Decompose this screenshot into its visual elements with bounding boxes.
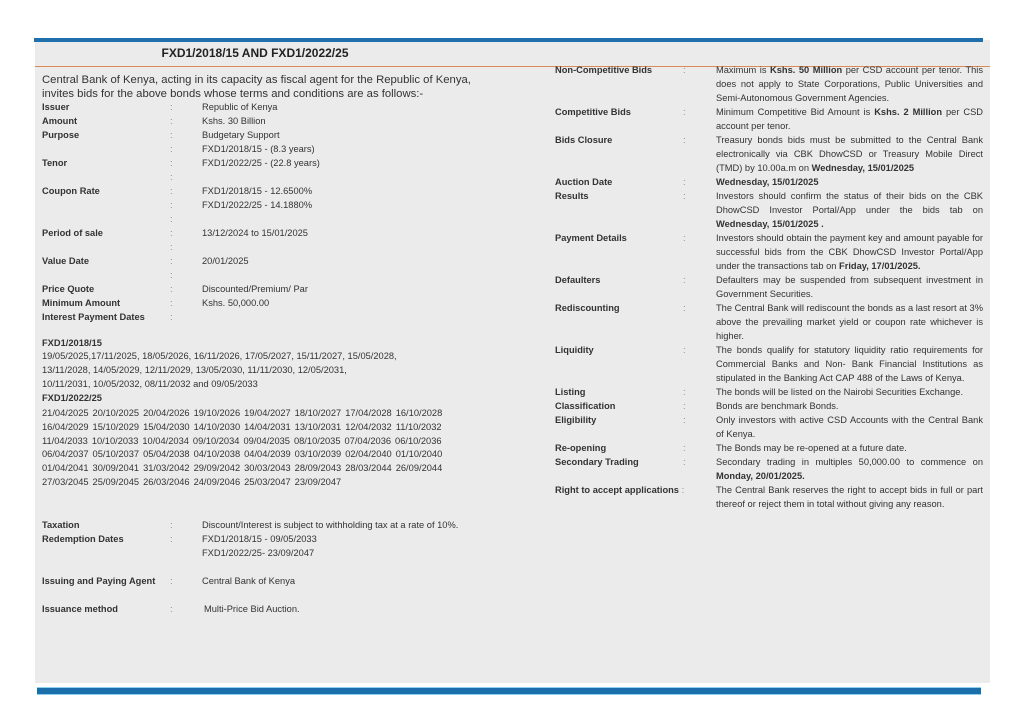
- coupon-label: Coupon Rate: [42, 186, 100, 196]
- colon: :: [683, 275, 686, 285]
- min-amount-value: Kshs. 50,000.00: [202, 298, 270, 308]
- auction-date-value: Wednesday, 15/01/2025: [716, 177, 819, 187]
- competitive-value: Minimum Competitive Bid Amount is Kshs. 2 Million per CSD account per tenor.: [716, 107, 984, 131]
- intro-text: Central Bank of Kenya, acting in its capacity as fiscal agent for the Republic of Kenya, invites bids for the above bonds whose terms and conditions are as follows:-: [42, 74, 471, 100]
- interest-date: 09/04/2035: [243, 435, 290, 446]
- classification-row: [555, 399, 983, 413]
- redemption-label: Redemption Dates: [42, 534, 124, 544]
- bond1-dates-line: 13/11/2028, 14/05/2029, 12/11/2029, 13/05/2030, 11/11/2030, 12/05/2031,: [42, 365, 347, 375]
- interest-date: 10/10/2033: [91, 435, 139, 446]
- colon: :: [170, 256, 173, 266]
- defaulters-value: Defaulters may be suspended from subsequent investment in Government Securities.: [716, 275, 983, 299]
- payment-label: Payment Details: [555, 233, 627, 243]
- interest-date: 06/10/2036: [395, 435, 442, 446]
- right-to-accept-label: Right to accept applications :: [555, 485, 685, 495]
- eligibility-label: Eligibility: [555, 415, 597, 425]
- colon: :: [170, 144, 173, 154]
- colon: :: [170, 534, 173, 544]
- interest-date: 15/10/2029: [92, 421, 140, 432]
- taxation-label: Taxation: [42, 520, 80, 530]
- eligibility-value: Only investors with active CSD Accounts with the Central Bank of Kenya.: [716, 415, 983, 439]
- bottom-accent-bar: [37, 687, 981, 695]
- non-competitive-value: Maximum is Kshs. 50 Million per CSD account per tenor. This does not apply to State Corporations, Public Universities and Semi-Autonomous Government Agencies.: [716, 65, 984, 103]
- colon: :: [170, 242, 173, 252]
- colon: :: [170, 228, 173, 238]
- competitive-row: [555, 105, 983, 133]
- interest-date: 25/03/2047: [244, 476, 291, 487]
- interest-date: 27/03/2045: [42, 476, 89, 487]
- interest-date: 03/10/2039: [294, 449, 342, 460]
- colon: :: [170, 270, 173, 280]
- colon: :: [683, 443, 686, 453]
- interest-date: 08/10/2035: [293, 435, 341, 446]
- bond1-dates-line: 19/05/2025,17/11/2025, 18/05/2026, 16/11/2026, 17/05/2027, 15/11/2027, 15/05/2028,: [42, 351, 397, 361]
- min-amount-label: Minimum Amount: [42, 298, 121, 308]
- colon: :: [683, 415, 686, 425]
- interest-date: 04/04/2039: [244, 449, 291, 460]
- colon: :: [170, 130, 173, 140]
- amount-label: Amount: [42, 116, 78, 126]
- secondary-trading-value: Secondary trading in multiples 50,000.00 to commence on Monday, 20/01/2025.: [716, 457, 983, 481]
- interest-date: 05/04/2038: [143, 449, 190, 460]
- interest-date: 05/10/2037: [92, 449, 140, 460]
- colon: :: [170, 520, 173, 530]
- interest-date: 14/04/2031: [244, 421, 291, 432]
- rediscounting-row: [555, 301, 983, 343]
- value-date-value: 20/01/2025: [202, 256, 249, 266]
- interest-date: 26/03/2046: [143, 476, 190, 487]
- interest-date: 17/04/2028: [345, 408, 392, 418]
- colon: :: [683, 177, 686, 187]
- secondary-trading-label: Secondary Trading: [555, 457, 639, 467]
- colon: :: [683, 387, 686, 397]
- colon: :: [683, 345, 686, 355]
- colon: :: [170, 576, 173, 586]
- results-row: [555, 189, 983, 231]
- defaulters-label: Defaulters: [555, 275, 601, 285]
- reopening-value: The Bonds may be re-opened at a future date.: [716, 443, 907, 453]
- colon: :: [170, 116, 173, 126]
- interest-date: 24/09/2046: [193, 476, 241, 487]
- liquidity-value: The bonds qualify for statutory liquidity ratio requirements for Commercial Banks and Non- Bank Financial Institutions as stipulated in the Banking Act CAP 488 of the Laws of Kenya.: [716, 345, 983, 383]
- listing-value: The bonds will be listed on the Nairobi Securities Exchange.: [716, 387, 964, 397]
- colon: :: [683, 65, 686, 75]
- colon: :: [683, 303, 686, 313]
- price-quote-label: Price Quote: [42, 284, 95, 294]
- interest-date: 29/09/2042: [193, 463, 241, 474]
- interest-date: 19/10/2026: [193, 408, 241, 418]
- colon: :: [170, 186, 173, 196]
- bond2-label: FXD1/2022/25: [42, 393, 102, 403]
- issuer-value: Republic of Kenya: [202, 102, 278, 112]
- auction-date-label: Auction Date: [555, 177, 613, 187]
- top-accent-bar: [34, 38, 983, 42]
- interest-date: 19/04/2027: [244, 408, 291, 418]
- colon: :: [170, 298, 173, 308]
- page-title: FXD1/2018/15 AND FXD1/2022/25: [161, 46, 349, 60]
- competitive-label: Competitive Bids: [555, 107, 631, 117]
- interest-date: 09/10/2034: [192, 435, 240, 446]
- colon: :: [170, 284, 173, 294]
- amount-value: Kshs. 30 Billion: [202, 116, 266, 126]
- classification-label: Classification: [555, 401, 616, 411]
- interest-date: 11/10/2032: [395, 421, 442, 432]
- payment-row: [555, 231, 983, 273]
- redemption-value-1: FXD1/2018/15 - 09/05/2033: [202, 534, 317, 544]
- interest-date: 30/09/2041: [92, 463, 140, 474]
- non-competitive-row: [555, 63, 983, 105]
- interest-date: 13/10/2031: [294, 421, 342, 432]
- interest-date: 04/10/2038: [193, 449, 241, 460]
- agent-value: Central Bank of Kenya: [202, 576, 296, 586]
- bond1-dates-line: 10/11/2031, 10/05/2032, 08/11/2032 and 09/05/2033: [42, 379, 258, 389]
- interest-date: 12/04/2032: [345, 421, 392, 432]
- classification-value: Bonds are benchmark Bonds.: [716, 401, 839, 411]
- interest-date: 14/10/2030: [193, 421, 241, 432]
- reopening-row: [555, 441, 983, 455]
- price-quote-value: Discounted/Premium/ Par: [202, 284, 308, 294]
- period-value: 13/12/2024 to 15/01/2025: [202, 228, 308, 238]
- interest-date: 23/09/2047: [294, 476, 342, 487]
- colon: :: [170, 200, 173, 210]
- colon: :: [683, 191, 686, 201]
- interest-date: 21/04/2025: [42, 408, 89, 418]
- method-label: Issuance method: [42, 604, 118, 614]
- listing-row: [555, 385, 983, 399]
- interest-date: 10/04/2034: [142, 435, 189, 446]
- colon: :: [683, 107, 686, 117]
- secondary-trading-row: [555, 455, 983, 483]
- period-label: Period of sale: [42, 228, 103, 238]
- results-label: Results: [555, 191, 589, 201]
- listing-label: Listing: [555, 387, 586, 397]
- method-value: Multi-Price Bid Auction.: [204, 604, 300, 614]
- agent-label: Issuing and Paying Agent: [42, 576, 156, 586]
- right-to-accept-value: The Central Bank reserves the right to accept bids in full or part thereof or reject them in total without giving any reason.: [716, 485, 983, 509]
- interest-date: 20/10/2025: [92, 408, 140, 418]
- results-value: Investors should confirm the status of their bids on the CBK DhowCSD Investor Portal/App under the bids tab on Wednesday, 15/01/2025 .: [716, 191, 983, 229]
- bond2-dates: [42, 407, 482, 490]
- interest-date: 02/04/2040: [345, 449, 392, 460]
- coupon-value-1: FXD1/2018/15 - 12.6500%: [202, 186, 313, 196]
- liquidity-label: Liquidity: [555, 345, 594, 355]
- taxation-value: Discount/Interest is subject to withholding tax at a rate of 10%.: [202, 520, 459, 530]
- interest-date: 01/04/2041: [42, 463, 89, 474]
- interest-date: 16/04/2029: [42, 421, 89, 432]
- interest-date: 31/03/2042: [143, 463, 190, 474]
- defaulters-row: [555, 273, 983, 301]
- interest-date: 25/09/2045: [92, 476, 140, 487]
- interest-date: 20/04/2026: [143, 408, 190, 418]
- interest-date: 16/10/2028: [395, 408, 443, 418]
- bids-closure-label: Bids Closure: [555, 135, 613, 145]
- eligibility-row: [555, 413, 983, 441]
- value-date-label: Value Date: [42, 256, 90, 266]
- non-competitive-label: Non-Competitive Bids: [555, 65, 653, 75]
- bond1-label: FXD1/2018/15: [42, 338, 102, 348]
- colon: :: [683, 457, 686, 467]
- tenor-label: Tenor: [42, 158, 68, 168]
- interest-date: 06/04/2037: [42, 449, 89, 460]
- colon: :: [170, 312, 173, 322]
- interest-date: 26/09/2044: [395, 463, 443, 474]
- interest-dates-label: Interest Payment Dates: [42, 312, 145, 322]
- interest-date: 28/03/2044: [345, 463, 392, 474]
- payment-value: Investors should obtain the payment key and amount payable for successful bids from the CBK DhowCSD Investor Portal/App under the transactions tab on Friday, 17/01/2025.: [716, 233, 983, 271]
- colon: :: [170, 172, 173, 182]
- colon: :: [683, 401, 686, 411]
- purpose-value: Budgetary Support: [202, 130, 280, 140]
- right-to-accept-row: [555, 483, 983, 511]
- liquidity-row: [555, 343, 983, 385]
- issuer-label: Issuer: [42, 102, 70, 112]
- rediscounting-label: Rediscounting: [555, 303, 620, 313]
- interest-date: 30/03/2043: [244, 463, 291, 474]
- interest-date: 15/04/2030: [143, 421, 190, 432]
- redemption-value-2: FXD1/2022/25- 23/09/2047: [202, 548, 315, 558]
- bids-closure-row: [555, 133, 983, 175]
- colon: :: [683, 233, 686, 243]
- colon: :: [170, 158, 173, 168]
- tenor-value-1: FXD1/2018/15 - (8.3 years): [202, 144, 315, 154]
- colon: :: [170, 214, 173, 224]
- interest-date: 01/10/2040: [395, 449, 443, 460]
- interest-date: 28/09/2043: [294, 463, 342, 474]
- colon: :: [170, 604, 173, 614]
- rediscounting-value: The Central Bank will rediscount the bonds as a last resort at 3% above the prevailing market yield or coupon rate whichever is higher.: [716, 303, 983, 341]
- interest-date: 11/04/2033: [42, 435, 88, 446]
- purpose-label: Purpose: [42, 130, 80, 140]
- coupon-value-2: FXD1/2022/25 - 14.1880%: [202, 200, 313, 210]
- colon: :: [170, 102, 173, 112]
- interest-date: 07/04/2036: [344, 435, 392, 446]
- reopening-label: Re-opening: [555, 443, 607, 453]
- interest-date: 18/10/2027: [294, 408, 342, 418]
- tenor-value-2: FXD1/2022/25 - (22.8 years): [202, 158, 320, 168]
- colon: :: [683, 135, 686, 145]
- auction-date-row: [555, 175, 983, 189]
- bids-closure-value: Treasury bonds bids must be submitted to the Central Bank electronically via CBK DhowCSD or Treasury Mobile Direct (TMD) by 10.00a.m on Wednesday, 15/01/2025: [716, 135, 983, 173]
